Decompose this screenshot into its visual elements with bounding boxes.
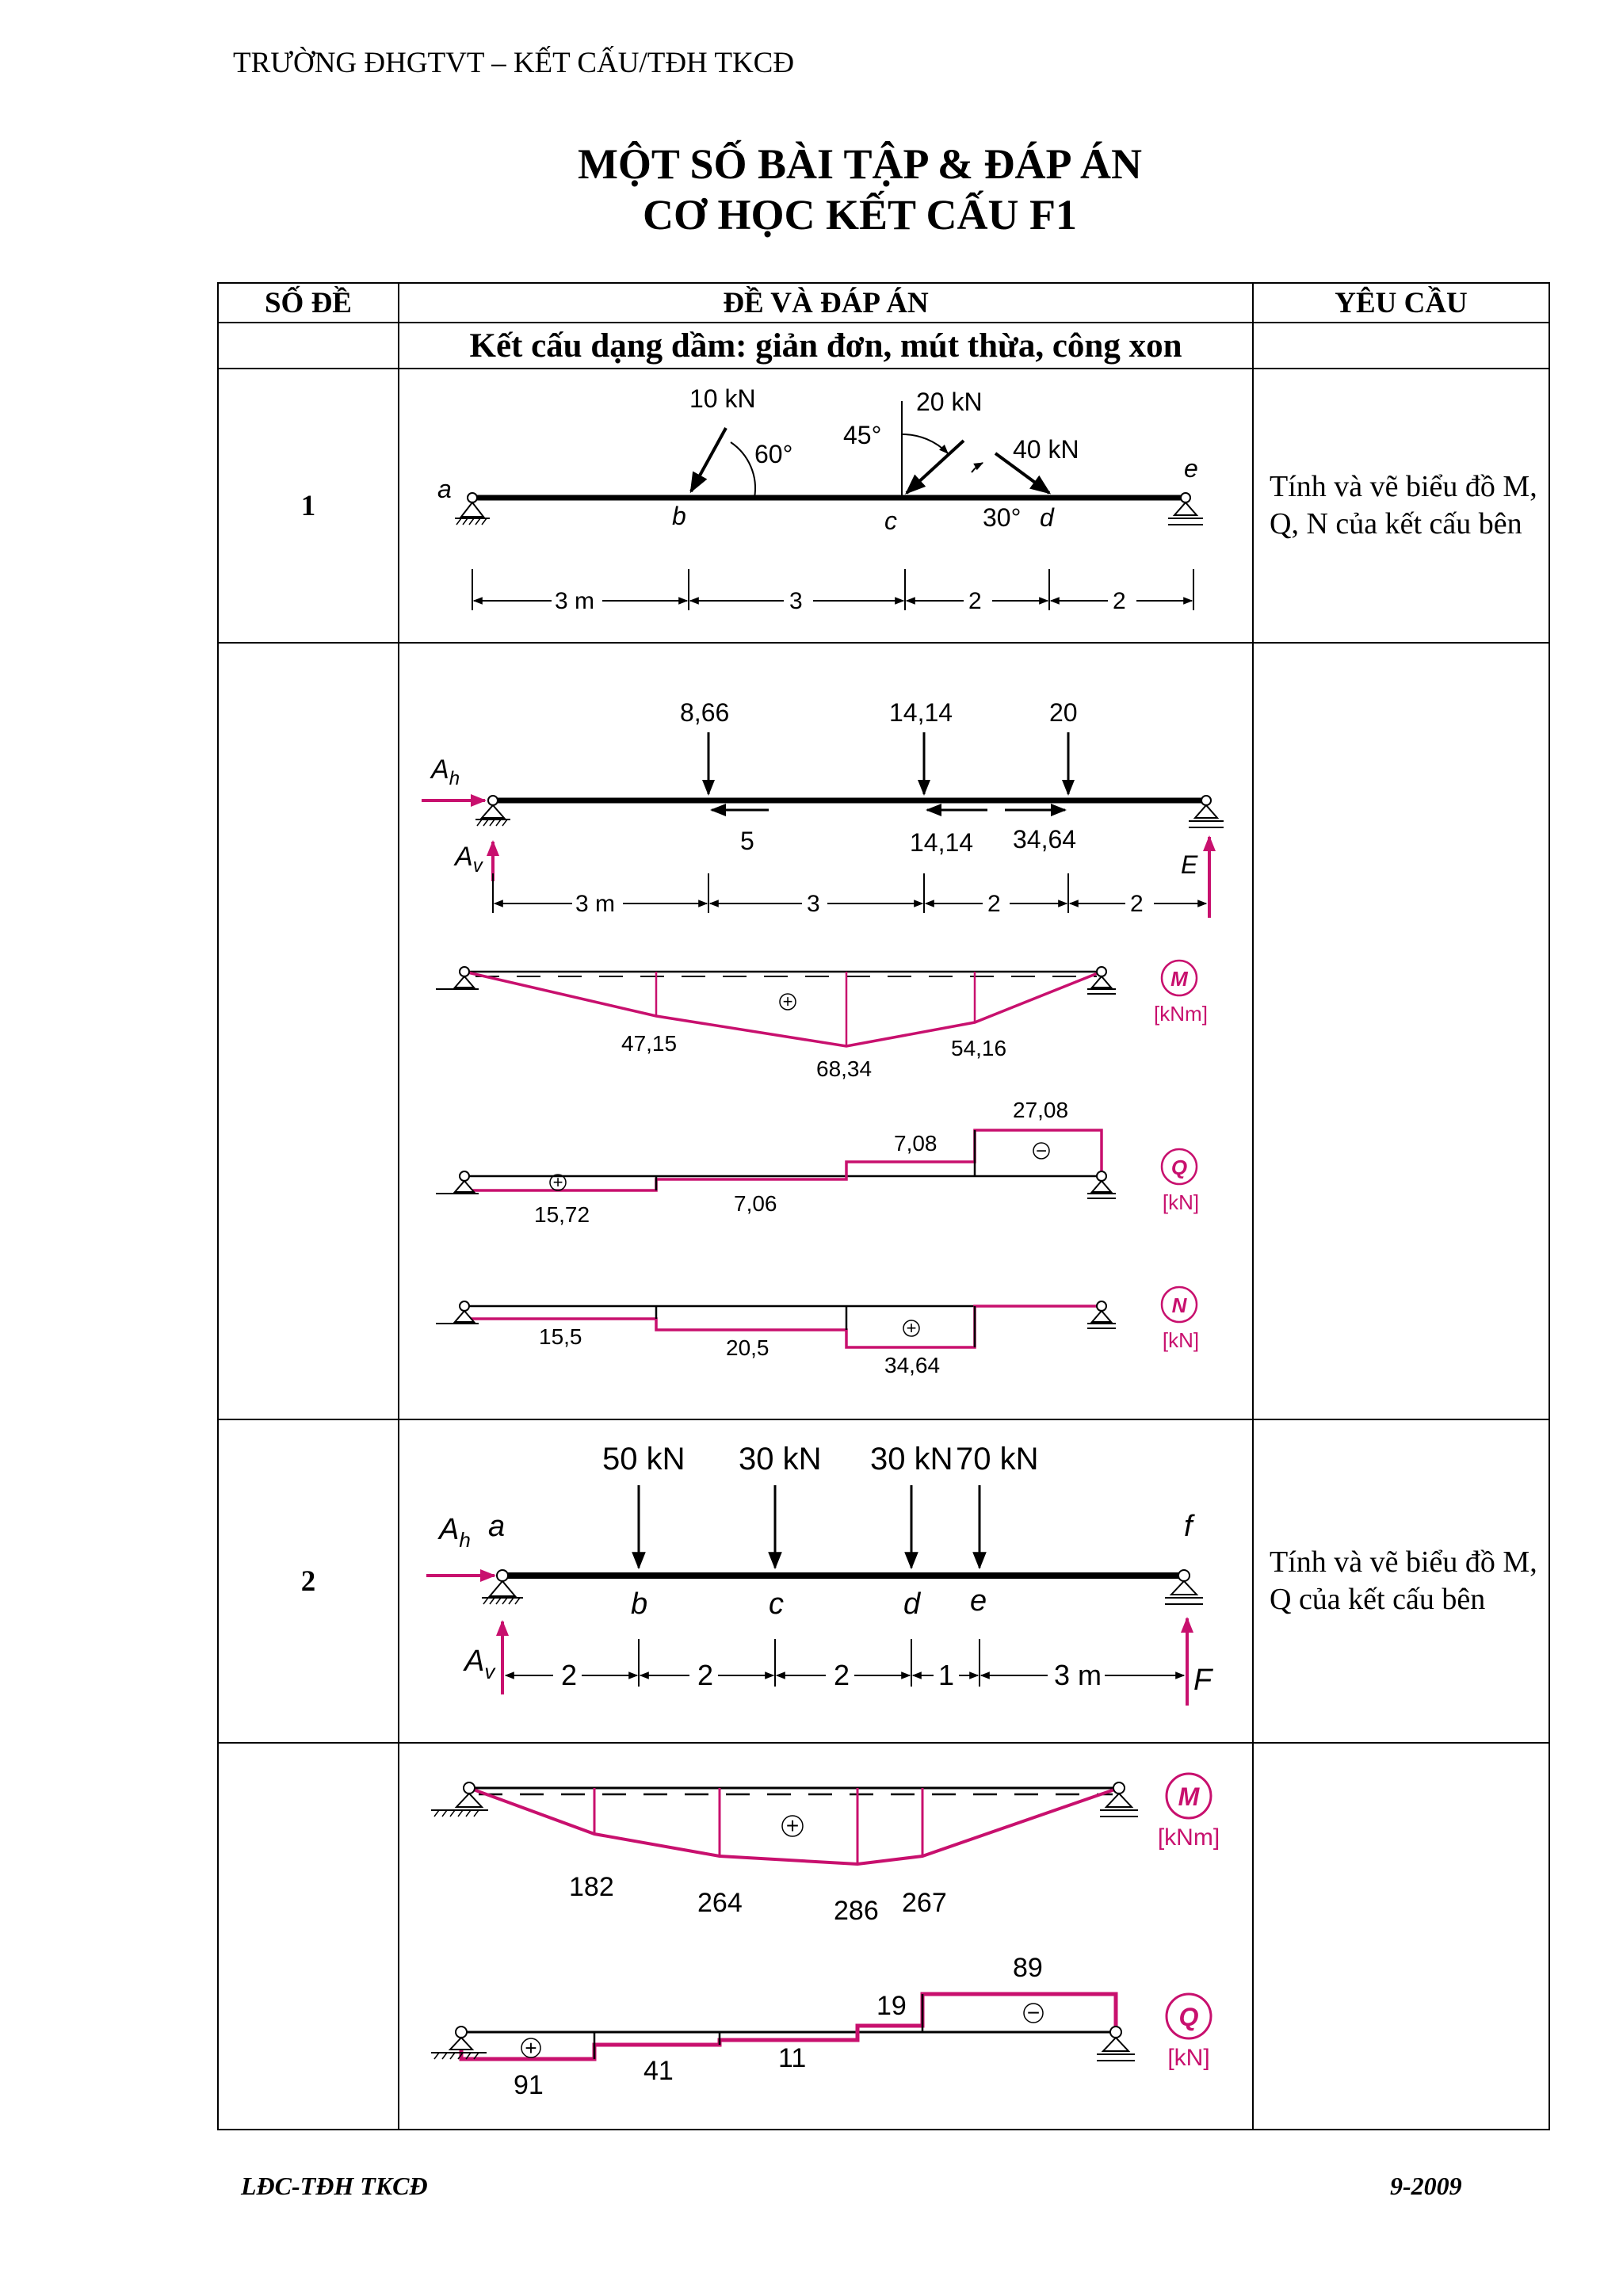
load-label-70kn: 70 kN: [956, 1442, 1039, 1477]
n1-value-bc: 20,5: [726, 1335, 769, 1360]
vert-load-label-c: 14,14: [889, 698, 953, 727]
m1-sign: +: [782, 991, 793, 1011]
answer-2-empty-left: [218, 1743, 399, 2130]
q1-sign-neg: −: [1035, 1140, 1048, 1162]
angle-label-30: 30°: [983, 503, 1022, 532]
q1-value-cd: 7,08: [894, 1131, 938, 1156]
moment-diagram-1: [436, 961, 1208, 1081]
load-label-30kn-c: 30 kN: [739, 1442, 822, 1477]
vert-load-label-b: 8,66: [680, 698, 730, 727]
fbd-span-label-4: 2: [1130, 891, 1144, 917]
horiz-load-label-d: 34,64: [1013, 825, 1077, 854]
angle-label-60: 60°: [754, 440, 793, 468]
problem-2-number: 2: [218, 1419, 399, 1743]
section-empty-right: [1253, 323, 1549, 369]
q1-sign-pos: +: [552, 1172, 563, 1192]
section-empty-left: [218, 323, 399, 369]
load-label-50kn: 50 kN: [602, 1442, 685, 1477]
m2-unit: [kNm]: [1157, 1824, 1220, 1851]
n1-symbol: N: [1171, 1293, 1187, 1317]
dimension-line-2: [506, 1639, 1184, 1691]
load-arrow-c: [907, 441, 964, 493]
footer-left: LĐC-TĐH TKCĐ: [241, 2172, 428, 2200]
shear-diagram-2: [431, 1953, 1211, 2100]
q1-value-de: 27,08: [1013, 1098, 1069, 1122]
node-2-c: c: [769, 1587, 784, 1621]
q2-value-de: 19: [876, 1991, 907, 2021]
node-e: e: [1184, 454, 1198, 483]
page-title-line1: MỘT SỐ BÀI TẬP & ĐÁP ÁN: [577, 140, 1143, 188]
problem-2-diagram-cell: [399, 1419, 1253, 1743]
reaction-label-ah: $A_h$: [431, 755, 460, 789]
q2-value-cd: 11: [778, 2043, 807, 2073]
header-so-de: SỐ ĐỀ: [218, 283, 399, 323]
node-2-b: b: [631, 1587, 648, 1621]
footer-right: 9-2009: [1390, 2172, 1462, 2200]
answer-2-diagram-cell: [399, 1743, 1253, 2130]
q2-unit: [kN]: [1167, 2045, 1210, 2071]
node-c: c: [884, 506, 897, 535]
n1-value-ab: 15,5: [539, 1324, 582, 1349]
span-2-label-4: 1: [938, 1659, 955, 1691]
answer-2-figure: [399, 1744, 1254, 2129]
span-label-2: 3: [789, 588, 803, 614]
vert-load-label-d: 20: [1049, 698, 1078, 727]
node-2-e: e: [970, 1584, 987, 1618]
reaction-label-2-f: F: [1193, 1664, 1212, 1697]
q2-sign-pos: +: [525, 2036, 537, 2060]
header-de-dap-an: ĐỀ VÀ ĐÁP ÁN: [399, 283, 1253, 323]
fbd-span-label-1: 3 m: [575, 891, 616, 917]
m1-unit: [kNm]: [1154, 1002, 1208, 1026]
q1-value-bc: 7,06: [734, 1191, 777, 1216]
angle-label-45: 45°: [843, 421, 882, 449]
load-label-30kn-d: 30 kN: [870, 1442, 953, 1477]
m1-value-d: 54,16: [951, 1036, 1007, 1060]
problem-2-requirement: Tính và vẽ biểu đồ M, Q của kết cấu bên: [1253, 1419, 1549, 1743]
m1-symbol: M: [1170, 967, 1188, 991]
m2-sign: +: [785, 1813, 800, 1838]
header-yeu-cau: YÊU CẦU: [1253, 283, 1549, 323]
node-2-a: a: [488, 1510, 506, 1543]
fbd-span-label-3: 2: [987, 891, 1001, 917]
reaction-label-2-av: $A_v$: [464, 1645, 495, 1683]
answer-1-diagram-cell: [399, 643, 1253, 1419]
node-a: a: [437, 475, 452, 503]
section-title: Kết cấu dạng dầm: giản đơn, mút thừa, công xon: [399, 323, 1253, 369]
q1-unit: [kN]: [1162, 1190, 1200, 1214]
m2-value-d: 286: [834, 1896, 879, 1926]
m1-value-b: 47,15: [621, 1031, 678, 1056]
problem-1-figure: [399, 369, 1254, 642]
answer-1-empty-left: [218, 643, 399, 1419]
load-arrow-b: [691, 428, 726, 491]
n1-unit: [kN]: [1162, 1328, 1200, 1352]
node-d: d: [1040, 503, 1054, 532]
span-2-label-3: 2: [834, 1659, 850, 1691]
span-2-label-5: 3 m: [1054, 1659, 1102, 1691]
page-header: TRƯỜNG ĐHGTVT – KẾT CẤU/TĐH TKCĐ: [233, 47, 795, 79]
moment-diagram-2: [431, 1774, 1220, 1926]
q2-symbol: Q: [1178, 2003, 1199, 2031]
span-label-1: 3 m: [555, 588, 595, 614]
dimension-line-1: [472, 569, 1193, 614]
q2-value-ef: 89: [1013, 1953, 1043, 1983]
load-label-40kn: 40 kN: [1013, 435, 1079, 464]
node-b: b: [672, 502, 686, 530]
span-label-4: 2: [1113, 588, 1126, 614]
m2-symbol: M: [1178, 1782, 1200, 1811]
m2-value-c: 264: [697, 1888, 743, 1918]
shear-diagram-1: [436, 1098, 1199, 1227]
reaction-label-2-ah: $A_h$: [439, 1513, 471, 1552]
problem-1-number: 1: [218, 369, 399, 643]
q2-value-bc: 41: [643, 2056, 674, 2086]
q2-sign-neg: −: [1026, 2000, 1041, 2025]
page-title-line2: CƠ HỌC KẾT CẤU F1: [642, 191, 1078, 239]
angle-arc-30: [972, 463, 983, 472]
q1-symbol: Q: [1170, 1156, 1188, 1179]
load-label-20kn: 20 kN: [916, 388, 983, 416]
n1-value-cd: 34,64: [884, 1353, 941, 1377]
answer-1-figure: [399, 644, 1254, 1419]
reaction-label-e: E: [1181, 850, 1198, 879]
m1-value-c: 68,34: [816, 1056, 873, 1081]
dimension-line-fbd: [493, 873, 1206, 917]
node-2-f: f: [1184, 1510, 1193, 1543]
horiz-load-label-c: 14,14: [910, 828, 974, 857]
answer-1-empty-right: [1253, 643, 1549, 1419]
horiz-load-label-b: 5: [740, 827, 754, 855]
normal-force-diagram-1: [436, 1287, 1199, 1377]
node-2-d: d: [903, 1587, 921, 1621]
n1-sign: +: [906, 1318, 917, 1338]
q2-value-ab: 91: [514, 2070, 544, 2100]
answer-2-empty-right: [1253, 1743, 1549, 2130]
problem-2-figure: [399, 1420, 1254, 1742]
angle-arc-60: [731, 442, 755, 498]
problem-1-requirement: Tính và vẽ biểu đồ M, Q, N của kết cấu bên: [1253, 369, 1549, 643]
span-label-3: 2: [968, 588, 982, 614]
exercise-table: [217, 282, 1550, 2130]
q1-value-ab: 15,72: [534, 1202, 590, 1227]
reaction-label-av: $A_v$: [455, 842, 483, 877]
span-2-label-2: 2: [697, 1659, 714, 1691]
angle-arc-45: [902, 434, 948, 453]
m2-value-e: 267: [902, 1888, 947, 1918]
m2-value-b: 182: [569, 1872, 614, 1902]
problem-1-diagram-cell: [399, 369, 1253, 643]
fbd-span-label-2: 3: [807, 891, 820, 917]
span-2-label-1: 2: [561, 1659, 578, 1691]
load-label-10kn: 10 kN: [689, 384, 756, 413]
